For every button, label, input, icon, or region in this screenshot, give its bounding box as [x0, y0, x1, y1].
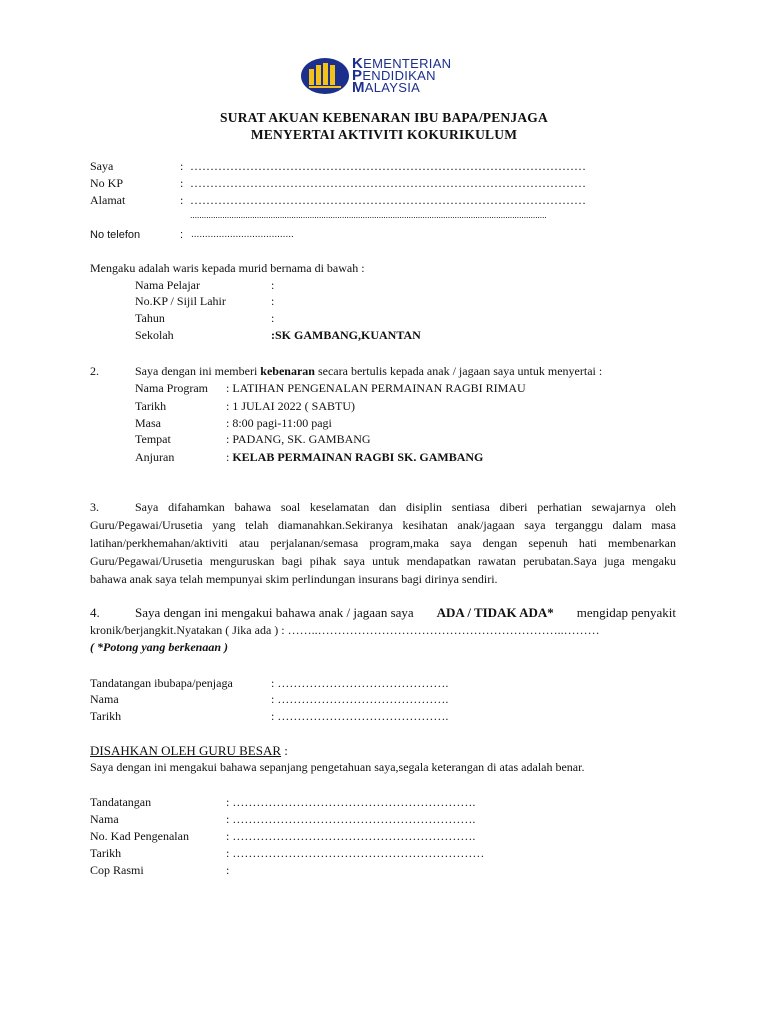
- section-4-number: 4.: [90, 605, 100, 620]
- hm-ic-field[interactable]: : …………………………………………………….: [226, 829, 476, 843]
- nokp-colon: :: [180, 176, 184, 190]
- hm-stamp-label: Cop Rasmi: [90, 863, 144, 877]
- alamat-label: Alamat: [90, 193, 126, 207]
- alamat-field[interactable]: ………………………………………………………………………………………: [190, 193, 586, 207]
- nama-pelajar-colon: :: [271, 278, 275, 292]
- ministry-logo: [300, 56, 480, 98]
- program-value: : LATIHAN PENGENALAN PERMAINAN RAGBI RIMAU: [226, 381, 526, 395]
- nama-pelajar-label: Nama Pelajar: [135, 278, 200, 292]
- program-label: Nama Program: [135, 381, 208, 395]
- section-4-note: ( *Potong yang berkenaan ): [90, 640, 228, 654]
- document-title-line-1: SURAT AKUAN KEBENARAN IBU BAPA/PENJAGA: [220, 110, 548, 125]
- section-3-line-2: Guru/Pegawai/Urusetia yang telah diamanahkan.Sekiranya kesihatan anak/jagaan saya terganggu dalam masa: [90, 518, 676, 532]
- tempat-value: : PADANG, SK. GAMBANG: [226, 432, 371, 446]
- anjuran-label: Anjuran: [135, 450, 175, 464]
- tarikh-label: Tarikh: [135, 399, 167, 413]
- parent-date-field[interactable]: : …………………………………….: [271, 709, 449, 723]
- parent-name-label: Nama: [90, 692, 119, 706]
- section-3-line-4: Guru/Pegawai/Urusetia menguruskan bagi pihak saya untuk mendapatkan rawatan perubatan.Saya juga mengaku: [90, 554, 676, 568]
- section-3-line-3: latihan/perkhemahan/aktiviti atau perjalanan/semasa program,maka saya dengan sepenuh hati membenarkan: [90, 536, 676, 550]
- anjuran-value: : KELAB PERMAINAN RAGBI SK. GAMBANG: [226, 450, 484, 464]
- parent-signature-label: Tandatangan ibubapa/penjaga: [90, 676, 233, 690]
- ministry-emblem-icon: [300, 56, 350, 96]
- alamat-colon: :: [180, 193, 184, 207]
- section-3-line-5: bahawa anak saya telah mempunyai skim perlindungan insurans bagi dirinya sendiri.: [90, 572, 498, 586]
- hm-name-label: Nama: [90, 812, 119, 826]
- masa-value: : 8:00 pagi-11:00 pagi: [226, 416, 332, 430]
- alamat-field-line-2[interactable]: ...........................................................................................................................................................: [190, 210, 547, 220]
- logo-line-2: PENDIDIKAN: [352, 67, 436, 84]
- hm-signature-field[interactable]: : …………………………………………………….: [226, 795, 476, 809]
- hm-signature-label: Tandatangan: [90, 795, 152, 809]
- nokp-label: No KP: [90, 176, 124, 190]
- tahun-label: Tahun: [135, 311, 165, 325]
- telefon-field[interactable]: .....................................: [191, 229, 294, 240]
- logo-line-3: MALAYSIA: [352, 79, 421, 96]
- saya-label: Saya: [90, 159, 114, 173]
- tarikh-value: : 1 JULAI 2022 ( SABTU): [226, 399, 355, 413]
- telefon-colon: :: [180, 229, 184, 241]
- section-3-number: 3.: [90, 500, 99, 514]
- section-4-text: Saya dengan ini mengakui bahawa anak / jagaan saya ADA / TIDAK ADA* mengidap penyakit: [135, 605, 676, 620]
- saya-field[interactable]: ………………………………………………………………………………………: [190, 159, 586, 173]
- hm-date-field[interactable]: : ………………………………………………………: [226, 846, 485, 860]
- parent-signature-field[interactable]: : …………………………………….: [271, 676, 449, 690]
- headmaster-heading: DISAHKAN OLEH GURU BESAR :: [90, 743, 288, 758]
- headmaster-statement: Saya dengan ini mengakui bahawa sepanjang pengetahuan saya,segala keterangan di atas adalah benar.: [90, 760, 585, 774]
- tahun-colon: :: [271, 311, 275, 325]
- nokp-pelajar-colon: :: [271, 294, 275, 308]
- section-2-text: Saya dengan ini memberi kebenaran secara bertulis kepada anak / jagaan saya untuk menyertai :: [135, 364, 603, 378]
- telefon-label: No telefon: [90, 229, 141, 241]
- parent-name-field[interactable]: : …………………………………….: [271, 692, 449, 706]
- sekolah-label: Sekolah: [135, 328, 174, 342]
- parent-date-label: Tarikh: [90, 709, 122, 723]
- document-title-line-2: MENYERTAI AKTIVITI KOKURIKULUM: [250, 127, 518, 142]
- nokp-pelajar-label: No.KP / Sijil Lahir: [135, 294, 226, 308]
- section-3-line-1: Saya difahamkan bahawa soal keselamatan dan disiplin sentiasa diberi perhatian sewajarnya oleh: [135, 500, 676, 514]
- section-2-number: 2.: [90, 364, 99, 378]
- sekolah-value: :SK GAMBANG,KUANTAN: [271, 328, 421, 342]
- student-intro: Mengaku adalah waris kepada murid bernama di bawah :: [90, 261, 365, 275]
- masa-label: Masa: [135, 416, 161, 430]
- saya-colon: :: [180, 159, 184, 173]
- hm-date-label: Tarikh: [90, 846, 122, 860]
- hm-ic-label: No. Kad Pengenalan: [90, 829, 189, 843]
- hm-stamp-colon: :: [226, 863, 230, 877]
- tempat-label: Tempat: [135, 432, 171, 446]
- logo-line-1: KEMENTERIAN: [352, 55, 452, 72]
- nokp-field[interactable]: ………………………………………………………………………………………: [190, 176, 586, 190]
- section-4-line-2[interactable]: kronik/berjangkit.Nyatakan ( Jika ada ) : ……..……………………………………………………..………: [90, 623, 600, 637]
- hm-name-field[interactable]: : …………………………………………………….: [226, 812, 476, 826]
